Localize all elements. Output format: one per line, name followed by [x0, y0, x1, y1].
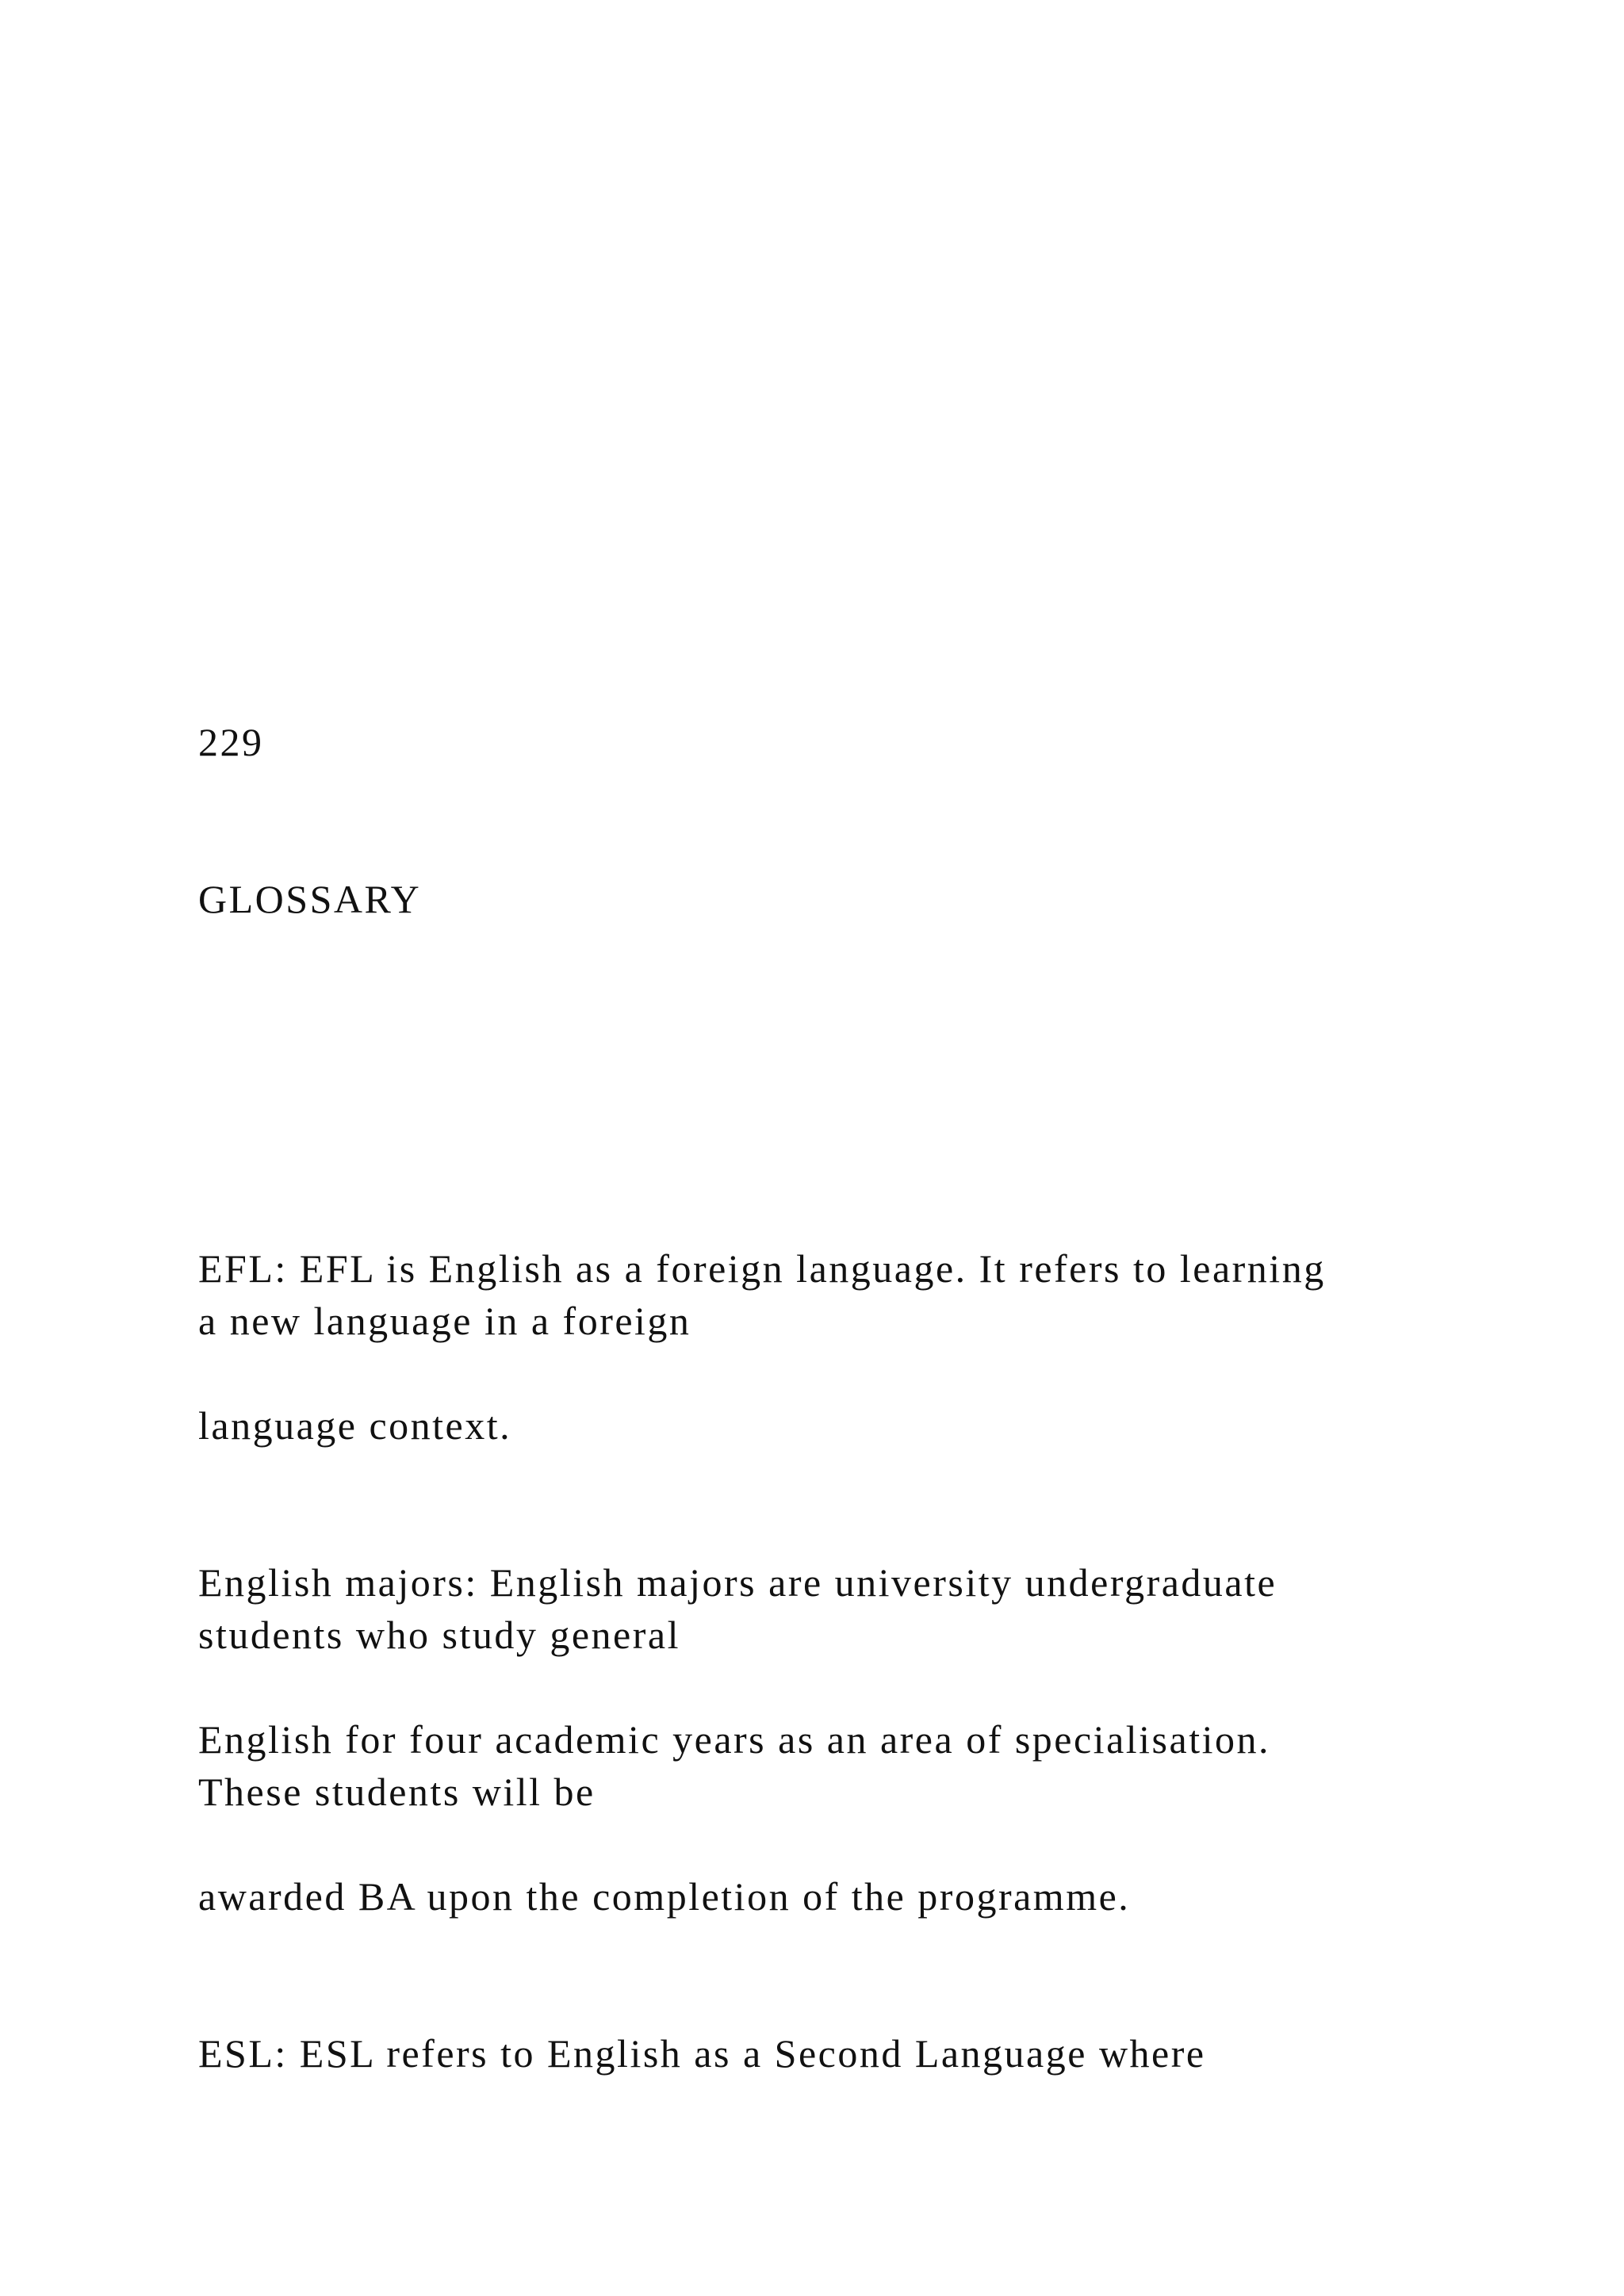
text-line: a new language in a foreign — [198, 1299, 691, 1343]
page-number: 229 — [198, 720, 264, 764]
text-line: language context. — [198, 1403, 512, 1448]
text-line: ESL: ESL refers to English as a Second Language where — [198, 2031, 1206, 2076]
text-line: EFL: EFL is English as a foreign language. It refers to learning — [198, 1246, 1326, 1291]
text-line: students who study general — [198, 1613, 680, 1657]
text-line: These students will be — [198, 1770, 596, 1814]
text-line: awarded BA upon the completion of the programme. — [198, 1874, 1131, 1919]
text-line: English for four academic years as an area of specialisation. — [198, 1717, 1270, 1762]
glossary-heading: GLOSSARY — [198, 877, 422, 921]
text-line: English majors: English majors are university undergraduate — [198, 1560, 1277, 1605]
